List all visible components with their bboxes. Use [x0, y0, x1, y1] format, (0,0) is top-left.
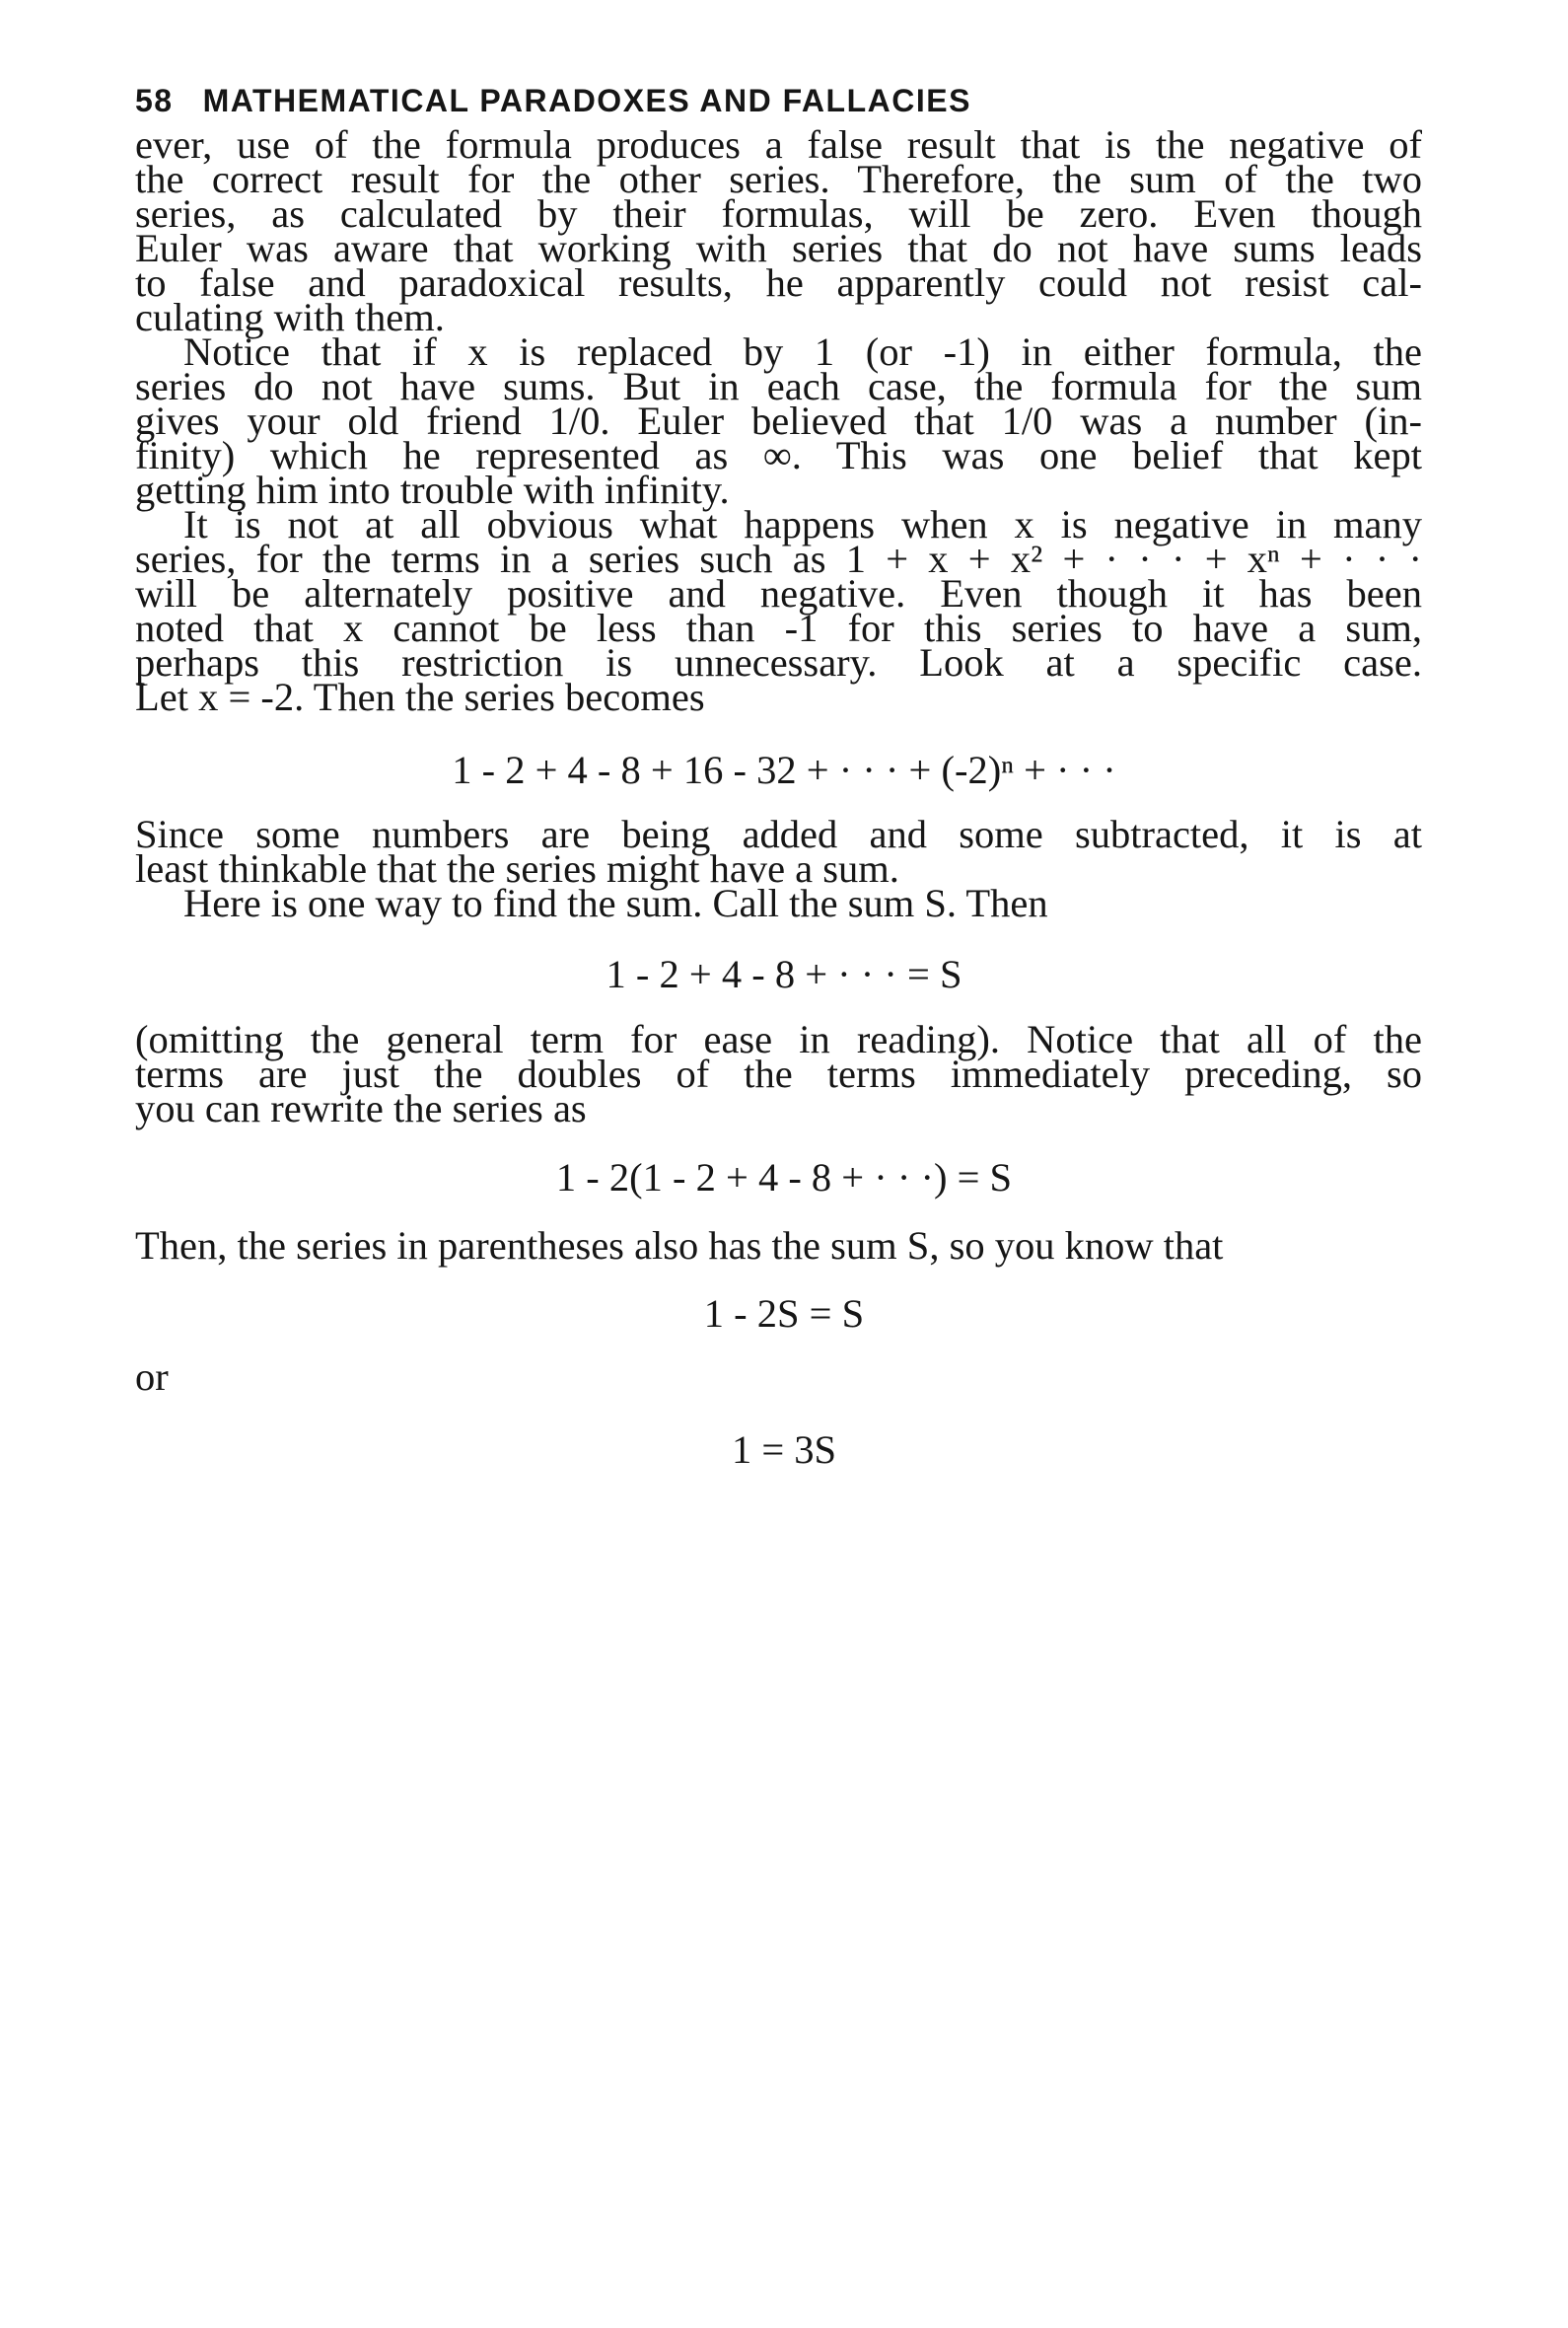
- text-line: Notice that if x is replaced by 1 (or -1) in either formula, the: [183, 329, 1422, 374]
- equation: 1 = 3S: [731, 1427, 837, 1472]
- text-line: series do not have sums. But in each case, the formula for the sum: [135, 364, 1422, 408]
- text-line: Let x = -2. Then the series becomes: [135, 675, 705, 719]
- equation: 1 - 2 + 4 - 8 + 16 - 32 + · · · + (-2)ⁿ + · · ·: [452, 748, 1116, 792]
- text-line: series, for the terms in a series such as 1 + x + x² + · · · + xⁿ + · · ·: [135, 537, 1422, 581]
- text-line: will be alternately positive and negative. Even though it has been: [135, 571, 1422, 616]
- text-line: Then, the series in parentheses also has the sum S, so you know that: [135, 1223, 1224, 1268]
- text-line: culating with them.: [135, 295, 445, 339]
- page-number: 58: [135, 83, 174, 118]
- running-header: [135, 83, 971, 119]
- text-line: the correct result for the other series. Therefore, the sum of the two: [135, 157, 1422, 201]
- text-line: finity) which he represented as ∞. This was one belief that kept: [135, 433, 1422, 477]
- text-line: noted that x cannot be less than -1 for this series to have a sum,: [135, 606, 1422, 650]
- text-line: gives your old friend 1/0. Euler believed that 1/0 was a number (in-: [135, 399, 1422, 443]
- text-line: ever, use of the formula produces a false result that is the negative of: [135, 122, 1422, 167]
- text-line: Here is one way to find the sum. Call the sum S. Then: [183, 881, 1048, 925]
- text-line: terms are just the doubles of the terms immediately preceding, so: [135, 1052, 1422, 1096]
- text-line: you can rewrite the series as: [135, 1086, 587, 1130]
- text-line: Since some numbers are being added and some subtracted, it is at: [135, 812, 1422, 856]
- text-line: least thinkable that the series might have a sum.: [135, 846, 899, 891]
- text-line: series, as calculated by their formulas, will be zero. Even though: [135, 191, 1422, 236]
- text-line: It is not at all obvious what happens when x is negative in many: [183, 502, 1422, 546]
- text-line: perhaps this restriction is unnecessary. Look at a specific case.: [135, 640, 1422, 685]
- text-line: to false and paradoxical results, he apparently could not resist cal-: [135, 260, 1422, 305]
- text-line: (omitting the general term for ease in reading). Notice that all of the: [135, 1017, 1422, 1061]
- equation: 1 - 2S = S: [703, 1291, 865, 1336]
- equation: 1 - 2(1 - 2 + 4 - 8 + · · ·) = S: [555, 1155, 1013, 1200]
- text-line: getting him into trouble with infinity.: [135, 468, 730, 512]
- running-title: MATHEMATICAL PARADOXES AND FALLACIES: [202, 83, 971, 118]
- connective-word: or: [135, 1354, 169, 1399]
- equation: 1 - 2 + 4 - 8 + · · · = S: [606, 952, 962, 996]
- text-line: Euler was aware that working with series that do not have sums leads: [135, 226, 1422, 270]
